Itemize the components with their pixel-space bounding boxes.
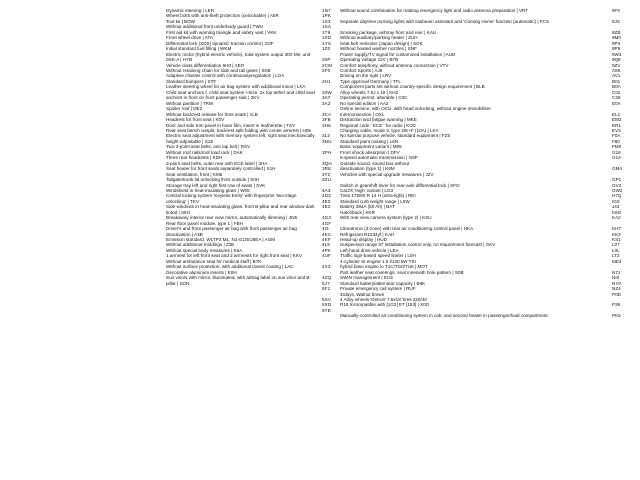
item-description: Standard bumpers | STF <box>166 78 217 84</box>
item-description: Decorative aluminum inserts | E0H <box>166 269 237 275</box>
item-code: 3T2 <box>322 171 331 177</box>
item-description: Suspension range 97 installation control only, no requirement forecast | GKV <box>340 242 496 248</box>
item-endcode: F80 <box>612 138 620 144</box>
item-description: Vehicles with special upgrade measures | J2V <box>340 171 434 177</box>
item-description: Battery 384A (50 Ah) | BAT <box>340 204 395 210</box>
item-code: 1SA <box>322 24 332 30</box>
item-code: 5XD <box>322 302 332 308</box>
item-description: 4-cylinder SI engine 1.5 l/130 kW TSI <box>340 258 416 264</box>
item-description: Hatchback | KKR <box>340 209 375 215</box>
item-endcode: E0A <box>612 100 621 106</box>
item-description: Component parts set without country-specific design requirement | BLB <box>340 84 485 90</box>
item-description: Driving on the right | LRV <box>340 73 392 79</box>
item-description: Standard curb weight range | L0W <box>340 198 410 204</box>
item-description: Switch in gearshift lever for rear-axle differential lock | SFO <box>340 182 460 188</box>
item-description: Central locking system 'Keyless Entry' with fingerprint 'two-stage unlocking' | TKV <box>166 193 298 204</box>
item-endcode: GW2 <box>612 187 623 193</box>
item-code: 3NU <box>322 138 332 144</box>
item-description: First aid kit with warning triangle and safety vest | VKK <box>166 29 277 35</box>
item-description: Standard paint coating | L6N <box>340 138 399 144</box>
item-endcode: 9W3 <box>612 51 622 57</box>
item-description: Private emergency call system | RUF <box>340 286 416 292</box>
item-endcode: G18 <box>612 149 621 155</box>
item-endcode: AV1 <box>612 73 621 79</box>
item-endcode: NY0 <box>612 280 621 286</box>
list-item <box>166 204 320 215</box>
item-endcode: KH7 <box>612 226 621 232</box>
item-description: 6-speed automatic transmission | G5P <box>340 155 418 161</box>
item-code: 5TE <box>322 307 331 313</box>
table-row <box>322 313 634 318</box>
item-code: 4ZQ <box>322 275 332 281</box>
item-description: Traffic sign-based speed limiter | L0H <box>340 253 416 259</box>
item-code: 4KC <box>322 231 332 237</box>
item-description: deactivation (type 1) | K6M <box>340 166 395 172</box>
item-code: 3AY <box>322 95 331 101</box>
item-description: Separate daytime running lights with lowbeam assistant and 'Coming Home' function (automatic) | FCS <box>340 18 550 24</box>
item-endcode: H7Q <box>612 193 622 199</box>
item-description: Without backrest release for front seats | 1LB <box>166 111 258 117</box>
item-endcode: N7J <box>612 269 621 275</box>
item-description: Wheel bolts with anti-theft protection (unlockable) | A5R <box>166 13 279 19</box>
item-code: 4D3 <box>322 193 331 199</box>
item-code: 1T9 <box>322 29 331 35</box>
right-column <box>320 8 634 319</box>
item-description: Spoiler roof | DE2 <box>166 106 203 112</box>
item-code: 3H6 <box>322 122 331 128</box>
left-column <box>6 8 320 286</box>
item-code: 5J7 <box>322 280 330 286</box>
item-description: Head-up display | HUD <box>340 237 387 243</box>
item-description: Comfort Sports | AJ5 <box>340 67 383 73</box>
item-endcode: PK5 <box>612 313 621 319</box>
document-columns <box>6 8 634 319</box>
item-endcode: L0L <box>612 247 620 253</box>
item-code: 4E2 <box>322 204 331 210</box>
item-endcode: EL1 <box>612 111 621 117</box>
item-endcode: NI3 <box>612 275 620 281</box>
item-code: 1YS <box>322 40 332 46</box>
item-code: 3A2 <box>322 100 331 106</box>
item-description: Operating permit, alterable | C0C <box>340 95 408 101</box>
item-description: Without additional moldings | Z3E <box>166 242 235 248</box>
item-description: Outside sound, sound box without <box>340 160 410 166</box>
item-description: Refrigerant R1234yf | KAH <box>340 231 395 237</box>
item-description: Electric seat adjustment with memory system left, right seat mechanically height-adjustable | S1E <box>166 133 316 144</box>
item-description: Leather steering wheel for air bag system with additional moos | LKA <box>166 84 306 90</box>
item-endcode: 9M0 <box>612 35 621 41</box>
item-description: Front shock absorption | DFV <box>340 149 400 155</box>
item-description: Charging cable; mode 2, type 2/E+F (10A) | LKA <box>340 127 439 133</box>
item-description: Seat ventilation, front | KM5 <box>166 171 223 177</box>
item-description: Comfort telephony, without antenna connection | VTV <box>340 62 449 68</box>
item-description: No special edition | AA2 <box>340 100 389 106</box>
item-description: Regional code ' ECE ' for radio | KO0 <box>340 122 416 128</box>
item-code: 1Z0 <box>322 46 331 52</box>
item-description: Without heated washer nozzles | SNF <box>340 46 417 52</box>
item-description: Tires 175/80 R 14 H (ultra-light) | REI <box>340 193 416 199</box>
item-endcode: 9P4 <box>612 40 621 46</box>
item-endcode: L07 <box>612 242 620 248</box>
item-code: 4X3 <box>322 264 331 270</box>
item-description: Operating voltage 12V | B7B <box>340 57 399 63</box>
item-description: Rear floor panel module, type 1 | FBH <box>166 220 244 226</box>
item-description: Manually-controlled air conditioning system in cab, and second heater in passenger/load compartment <box>340 313 548 319</box>
item-endcode: KS1 <box>612 237 621 243</box>
item-code: 3QH <box>322 160 332 166</box>
item-code: 3L2 <box>322 133 330 139</box>
item-description: Tailgate/trunk lid unlocking from outside | S0H <box>166 177 260 183</box>
item-code: 2CM <box>322 62 333 68</box>
item-code: 3ZU <box>322 177 332 183</box>
item-description: Without partition | TRW <box>166 100 214 106</box>
item-code: 4KF <box>322 237 331 243</box>
item-endcode: LT2 <box>612 253 620 259</box>
item-description: 4 Alloy wheels 'Detroit' 7,5x18 'tires 225/40 <box>340 297 427 303</box>
item-description: Initial standard fuel filling | WKM <box>166 46 232 52</box>
item-description: Seat belt reminder (Japan design) | SGK <box>340 40 423 46</box>
item-description: Interconnection | OXL <box>340 111 385 117</box>
item-endcode: K8G <box>612 209 622 215</box>
item-description: Online service, with OCU, with head unlocking, without engine immobilizer <box>340 106 491 112</box>
item-description: Vehicle class differentiation 5H0 | AEO <box>166 62 245 68</box>
item-description: SWIN management | ECE <box>340 275 394 281</box>
item-description: Basic equipment variant | M05 <box>340 144 402 150</box>
item-endcode: 9ZV <box>612 62 621 68</box>
item-description: No special purpose vehicle, standard equipment | FZ5 <box>340 133 451 139</box>
item-endcode: ME4 <box>612 258 622 264</box>
item-description: Driver's and front passenger air bag with front passenger air bag deactivation | A3B <box>166 226 299 237</box>
item-code: 5F1 <box>322 286 331 292</box>
item-description: Windshield in heat-insulating glass | W05 <box>166 187 250 193</box>
item-description: Type approval Germany | TFL <box>340 78 401 84</box>
item-code: 4E0 <box>322 198 331 204</box>
item-description: Standard battery/alternator capacity | B6K <box>340 280 426 286</box>
item-endcode: J43 <box>612 204 620 210</box>
item-description: Child seat anchors f. child seat system i-Size, 2x top tether and child seat anchors in front on front passenger side | 2KV <box>166 89 317 101</box>
item-endcode: B01 <box>612 78 621 84</box>
item-description: Power supply/TV signal for customized installation | AUD <box>340 51 456 57</box>
item-code: 4L6 <box>322 242 330 248</box>
item-code: 3CA <box>322 111 332 117</box>
item-description: Without additional front underbody guard | TWU <box>166 24 264 30</box>
item-endcode: P0D <box>612 291 621 297</box>
item-endcode: 9F0 <box>612 8 620 13</box>
item-endcode: C29 <box>612 95 621 101</box>
item-description: 1 armrest for left front seat and 2 armrests for right front seat | KKV <box>166 253 302 259</box>
item-code: 4GF <box>322 220 332 226</box>
item-description: Distraction and fatigue warning | MKE <box>340 117 417 123</box>
list-item <box>166 90 320 101</box>
item-endcode: A8K <box>612 67 621 73</box>
item-endcode: ER1 <box>612 122 621 128</box>
item-description: Sun visors with mirror, illuminated, with airbag label on sun visor and B-pillar | SON <box>166 275 312 286</box>
item-endcode: 9ZB <box>612 29 621 35</box>
item-description: Adaptive chassis control with continuouspregulation | LOA <box>166 73 285 79</box>
item-endcode: G1A <box>612 155 622 161</box>
item-description: Seat heater for front seats separately controlled | S1H <box>166 166 276 172</box>
item-code: 4A3 <box>322 187 331 193</box>
item-description: Alloy wheels 7.5J x 18 | KH2 <box>340 89 399 95</box>
item-endcode: B0A <box>612 84 621 90</box>
item-description: Breakaway interior rear view mirror, automatically dimming | 4N5 <box>166 215 298 221</box>
item-code: 4P0 <box>322 247 331 253</box>
item-code: 4I3 <box>322 226 329 232</box>
item-description: Differential lock (XDS) dynamic traction control | G0F <box>166 40 274 46</box>
list-item <box>166 193 320 204</box>
item-description: Front wheel drive | ATA <box>166 35 213 41</box>
item-description: Without ambulance seat for medical staff | B7K <box>166 258 262 264</box>
item-endcode: GP1 <box>612 177 622 183</box>
item-endcode: IG0 <box>612 198 620 204</box>
item-description: Without special body measures | K5A <box>166 247 243 253</box>
item-description: 3rdays, Walnut brown <box>340 291 385 297</box>
item-code: 33W <box>322 89 332 95</box>
item-code: 1N7 <box>322 8 331 13</box>
item-code: 2F0 <box>322 67 331 73</box>
item-description: hybrid base engine lo T1C/TG0/TU6 | MOT <box>340 264 428 270</box>
item-endcode: EV3 <box>612 127 621 133</box>
item-endcode: NZ4 <box>612 286 621 292</box>
item-endcode: 9P5 <box>612 46 621 52</box>
item-description: Car2X 'High' variant | LG3 <box>340 187 394 193</box>
item-description: Electric motor (hybrid electric vehicle), total system output 300 kW, unit 0SK-A | HYB <box>166 51 312 63</box>
item-description: Dynamic steering | LER <box>166 8 215 13</box>
item-code: 4UF <box>322 253 332 259</box>
item-code: 3FB <box>322 117 331 123</box>
item-code: 4G3 <box>322 215 332 221</box>
item-description: Storage tray left and right first row of seats | SVK <box>166 182 266 188</box>
item-code: 1XD <box>322 35 332 41</box>
item-description: 3-point seat belts, outer rear with ECE label | 3HA <box>166 160 268 166</box>
item-description: Smoking package, ashtray front and rear | KAU <box>340 29 437 35</box>
item-endcode: 9JS <box>612 18 620 24</box>
list-item <box>166 226 320 237</box>
item-description: Without retaining chain for side and tail gates | SKB <box>166 67 271 73</box>
item-endcode: FM0 <box>612 144 622 150</box>
item-endcode: C02 <box>612 89 621 95</box>
list-item <box>166 275 320 286</box>
item-endcode: F0A <box>612 133 621 139</box>
item-endcode: EM2 <box>612 117 622 123</box>
item-description: Part leather seat coverings, seat innerwith hole pattern | S0B <box>340 269 464 275</box>
item-code: 3R8 <box>322 166 331 172</box>
item-description: Three rear headrests | KDH <box>166 155 223 161</box>
list-item <box>166 133 320 144</box>
item-description: Headrest for front seat | K0V <box>166 117 225 123</box>
item-code: 1PK <box>322 13 332 19</box>
item-description: Rear seat bench unsplit, backrest split folding with center armrest | H05 <box>166 127 311 133</box>
item-description: Two 3-point seat belts, one lap belt | RSV <box>166 144 251 150</box>
item-code: 3PH <box>322 149 332 155</box>
item-description: R18 Incompatible with [1G2] ET [153] | X0O <box>340 302 430 308</box>
item-endcode: KA2 <box>612 215 621 221</box>
item-description: Without sound combination for rotating emergency light and radio antenna preparation | VRT <box>340 8 529 13</box>
item-code: 20P <box>322 57 331 63</box>
item-description: Without surface protection, with additional transit coating | LAC <box>166 264 294 270</box>
item-endcode: 9QE <box>612 57 622 63</box>
item-description: Emission standard, WLTP3 M1, N1-G1/EU6EA | AGM <box>166 237 276 243</box>
item-code: 5SV <box>322 297 332 303</box>
item-description: Without roof rails/roof load rack | DAK <box>166 149 243 155</box>
item-endcode: P36 <box>612 302 621 308</box>
item-description: Tool kit | BOW <box>166 18 196 24</box>
item-description: Without auxiliary/parking heater | ZUH <box>340 35 418 41</box>
item-code: 2H1 <box>322 78 331 84</box>
item-endcode: GV3 <box>612 182 622 188</box>
item-description: Climatronic (3-zone) with rear air conditioning control panel | HKA <box>340 226 474 232</box>
item-description: Door and side trim panel in foam film, insert in leatherette | TSV <box>166 122 296 128</box>
item-endcode: KK3 <box>612 231 621 237</box>
item-description: Side windows in heat-insulating glass, front B-pillar and rear window dark tinted | S5H <box>166 204 316 215</box>
item-code: 1S3 <box>322 18 331 24</box>
item-description: With rear view camera system (type 2) | KSU <box>340 215 432 221</box>
item-endcode: GM4 <box>612 166 622 172</box>
list-item <box>166 52 320 63</box>
item-description: Left-hand drive vehicle | LEA <box>340 247 399 253</box>
